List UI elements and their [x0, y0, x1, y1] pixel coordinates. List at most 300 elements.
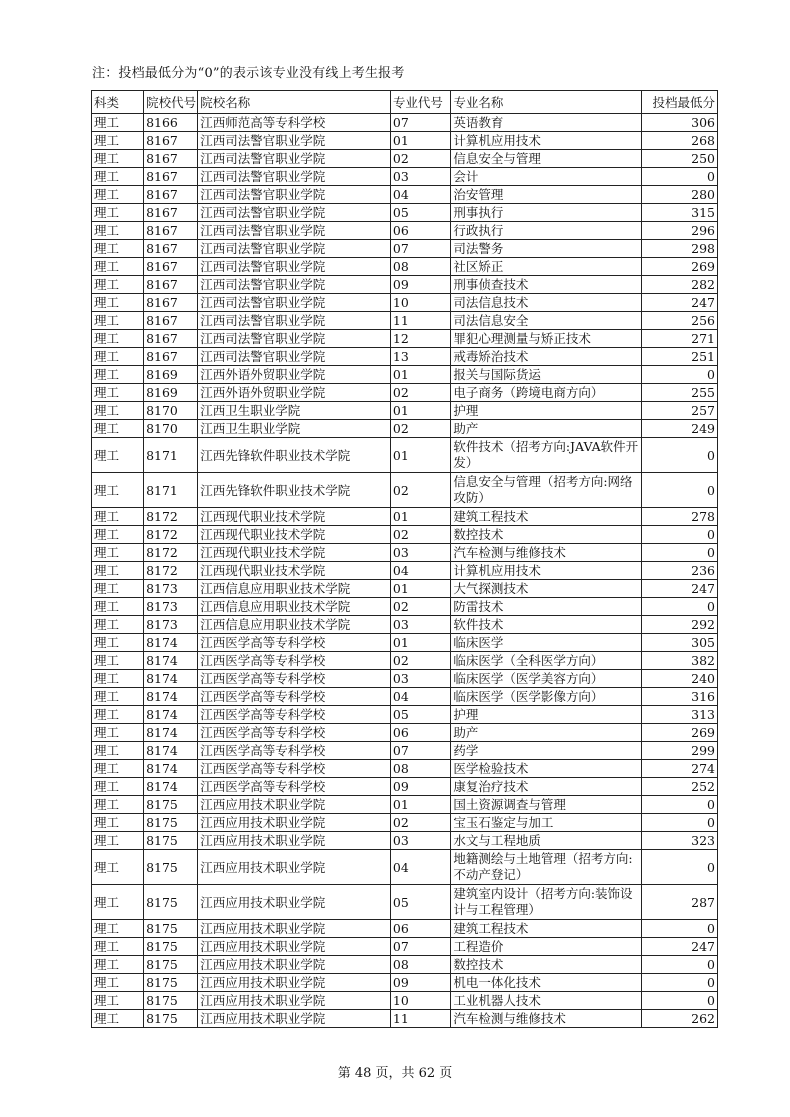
school-name-cell: 江西司法警官职业学院 — [198, 222, 391, 240]
min-score-cell: 313 — [641, 706, 717, 724]
header-category: 科类 — [92, 91, 144, 114]
category-cell: 理工 — [92, 938, 144, 956]
school-code-cell: 8175 — [144, 974, 198, 992]
major-code-cell: 05 — [390, 885, 450, 920]
school-name-cell: 江西医学高等专科学校 — [198, 652, 391, 670]
major-code-cell: 11 — [390, 312, 450, 330]
school-name-cell: 江西司法警官职业学院 — [198, 312, 391, 330]
school-code-cell: 8167 — [144, 330, 198, 348]
min-score-cell: 250 — [641, 150, 717, 168]
table-row — [92, 832, 718, 850]
min-score-cell: 247 — [641, 938, 717, 956]
category-cell: 理工 — [92, 258, 144, 276]
category-cell: 理工 — [92, 276, 144, 294]
school-name-cell: 江西应用技术职业学院 — [198, 938, 391, 956]
major-code-cell: 02 — [390, 384, 450, 402]
min-score-cell: 292 — [641, 616, 717, 634]
table-row — [92, 348, 718, 366]
school-name-cell: 江西应用技术职业学院 — [198, 920, 391, 938]
min-score-cell: 0 — [641, 814, 717, 832]
min-score-cell: 0 — [641, 544, 717, 562]
major-name-cell: 信息安全与管理 — [451, 150, 642, 168]
major-code-cell: 03 — [390, 832, 450, 850]
major-code-cell: 09 — [390, 778, 450, 796]
category-cell: 理工 — [92, 186, 144, 204]
major-name-cell: 医学检验技术 — [451, 760, 642, 778]
major-code-cell: 12 — [390, 330, 450, 348]
major-code-cell: 04 — [390, 850, 450, 885]
school-name-cell: 江西应用技术职业学院 — [198, 814, 391, 832]
min-score-cell: 269 — [641, 258, 717, 276]
school-name-cell: 江西应用技术职业学院 — [198, 992, 391, 1010]
school-code-cell: 8167 — [144, 240, 198, 258]
school-name-cell: 江西司法警官职业学院 — [198, 330, 391, 348]
major-name-cell: 水文与工程地质 — [451, 832, 642, 850]
min-score-cell: 296 — [641, 222, 717, 240]
major-code-cell: 01 — [390, 366, 450, 384]
school-code-cell: 8167 — [144, 258, 198, 276]
school-code-cell: 8175 — [144, 796, 198, 814]
major-code-cell: 04 — [390, 186, 450, 204]
min-score-cell: 280 — [641, 186, 717, 204]
major-code-cell: 08 — [390, 956, 450, 974]
school-name-cell: 江西司法警官职业学院 — [198, 276, 391, 294]
major-code-cell: 06 — [390, 222, 450, 240]
table-header-row — [92, 91, 718, 114]
category-cell: 理工 — [92, 688, 144, 706]
school-name-cell: 江西现代职业技术学院 — [198, 526, 391, 544]
major-name-cell: 治安管理 — [451, 186, 642, 204]
major-name-cell: 工业机器人技术 — [451, 992, 642, 1010]
min-score-cell: 0 — [641, 920, 717, 938]
school-name-cell: 江西信息应用职业技术学院 — [198, 598, 391, 616]
major-name-cell: 司法警务 — [451, 240, 642, 258]
category-cell: 理工 — [92, 920, 144, 938]
header-school-code: 院校代号 — [144, 91, 198, 114]
min-score-cell: 269 — [641, 724, 717, 742]
header-major-code: 专业代号 — [390, 91, 450, 114]
category-cell: 理工 — [92, 706, 144, 724]
school-code-cell: 8167 — [144, 132, 198, 150]
major-name-cell: 计算机应用技术 — [451, 562, 642, 580]
table-row — [92, 168, 718, 186]
major-name-cell: 刑事执行 — [451, 204, 642, 222]
school-name-cell: 江西现代职业技术学院 — [198, 544, 391, 562]
school-name-cell: 江西应用技术职业学院 — [198, 885, 391, 920]
table-row — [92, 688, 718, 706]
category-cell: 理工 — [92, 114, 144, 132]
school-name-cell: 江西医学高等专科学校 — [198, 670, 391, 688]
min-score-cell: 251 — [641, 348, 717, 366]
major-name-cell: 助产 — [451, 724, 642, 742]
header-major-name: 专业名称 — [451, 91, 642, 114]
table-row — [92, 778, 718, 796]
category-cell: 理工 — [92, 330, 144, 348]
category-cell: 理工 — [92, 885, 144, 920]
major-code-cell: 01 — [390, 580, 450, 598]
school-name-cell: 江西司法警官职业学院 — [198, 348, 391, 366]
table-row — [92, 1010, 718, 1028]
school-name-cell: 江西司法警官职业学院 — [198, 258, 391, 276]
min-score-cell: 0 — [641, 796, 717, 814]
school-code-cell: 8170 — [144, 402, 198, 420]
table-row — [92, 186, 718, 204]
major-name-cell: 临床医学 — [451, 634, 642, 652]
major-code-cell: 07 — [390, 114, 450, 132]
min-score-cell: 268 — [641, 132, 717, 150]
table-row — [92, 992, 718, 1010]
table-row — [92, 330, 718, 348]
major-name-cell: 宝玉石鉴定与加工 — [451, 814, 642, 832]
major-name-cell: 康复治疗技术 — [451, 778, 642, 796]
school-code-cell: 8173 — [144, 598, 198, 616]
min-score-cell: 278 — [641, 508, 717, 526]
category-cell: 理工 — [92, 598, 144, 616]
school-name-cell: 江西司法警官职业学院 — [198, 294, 391, 312]
school-code-cell: 8170 — [144, 420, 198, 438]
category-cell: 理工 — [92, 796, 144, 814]
school-code-cell: 8167 — [144, 204, 198, 222]
major-name-cell: 刑事侦查技术 — [451, 276, 642, 294]
table-row — [92, 294, 718, 312]
min-score-cell: 236 — [641, 562, 717, 580]
category-cell: 理工 — [92, 222, 144, 240]
school-code-cell: 8175 — [144, 814, 198, 832]
table-row — [92, 724, 718, 742]
school-code-cell: 8175 — [144, 885, 198, 920]
page-footer: 第 48 页，共 62 页 — [337, 1066, 453, 1081]
min-score-cell: 0 — [641, 473, 717, 508]
table-row — [92, 384, 718, 402]
category-cell: 理工 — [92, 402, 144, 420]
major-code-cell: 03 — [390, 544, 450, 562]
min-score-cell: 282 — [641, 276, 717, 294]
category-cell: 理工 — [92, 1010, 144, 1028]
table-row — [92, 526, 718, 544]
school-name-cell: 江西司法警官职业学院 — [198, 240, 391, 258]
school-code-cell: 8175 — [144, 920, 198, 938]
school-name-cell: 江西司法警官职业学院 — [198, 186, 391, 204]
major-name-cell: 大气探测技术 — [451, 580, 642, 598]
major-code-cell: 02 — [390, 526, 450, 544]
min-score-cell: 0 — [641, 992, 717, 1010]
table-row — [92, 544, 718, 562]
min-score-cell: 299 — [641, 742, 717, 760]
min-score-cell: 287 — [641, 885, 717, 920]
category-cell: 理工 — [92, 778, 144, 796]
table-row — [92, 760, 718, 778]
school-name-cell: 江西应用技术职业学院 — [198, 974, 391, 992]
major-code-cell: 02 — [390, 420, 450, 438]
category-cell: 理工 — [92, 562, 144, 580]
min-score-cell: 306 — [641, 114, 717, 132]
major-name-cell: 建筑室内设计（招考方向:装饰设计与工程管理） — [451, 885, 642, 920]
category-cell: 理工 — [92, 760, 144, 778]
major-name-cell: 社区矫正 — [451, 258, 642, 276]
school-name-cell: 江西医学高等专科学校 — [198, 724, 391, 742]
min-score-cell: 247 — [641, 580, 717, 598]
school-code-cell: 8175 — [144, 938, 198, 956]
category-cell: 理工 — [92, 473, 144, 508]
category-cell: 理工 — [92, 634, 144, 652]
school-name-cell: 江西医学高等专科学校 — [198, 706, 391, 724]
category-cell: 理工 — [92, 384, 144, 402]
category-cell: 理工 — [92, 526, 144, 544]
major-name-cell: 临床医学（全科医学方向） — [451, 652, 642, 670]
school-name-cell: 江西信息应用职业技术学院 — [198, 580, 391, 598]
major-code-cell: 08 — [390, 258, 450, 276]
table-row — [92, 742, 718, 760]
school-code-cell: 8173 — [144, 580, 198, 598]
min-score-cell: 0 — [641, 956, 717, 974]
major-code-cell: 02 — [390, 598, 450, 616]
table-row — [92, 885, 718, 920]
school-code-cell: 8175 — [144, 832, 198, 850]
major-name-cell: 英语教育 — [451, 114, 642, 132]
min-score-cell: 0 — [641, 598, 717, 616]
school-code-cell: 8167 — [144, 276, 198, 294]
min-score-cell: 255 — [641, 384, 717, 402]
school-name-cell: 江西医学高等专科学校 — [198, 634, 391, 652]
min-score-cell: 0 — [641, 366, 717, 384]
category-cell: 理工 — [92, 204, 144, 222]
table-row — [92, 276, 718, 294]
major-name-cell: 会计 — [451, 168, 642, 186]
major-code-cell: 11 — [390, 1010, 450, 1028]
school-name-cell: 江西司法警官职业学院 — [198, 132, 391, 150]
min-score-cell: 249 — [641, 420, 717, 438]
major-name-cell: 软件技术 — [451, 616, 642, 634]
table-row — [92, 114, 718, 132]
school-code-cell: 8172 — [144, 544, 198, 562]
min-score-cell: 0 — [641, 526, 717, 544]
table-row — [92, 240, 718, 258]
major-name-cell: 防雷技术 — [451, 598, 642, 616]
school-name-cell: 江西司法警官职业学院 — [198, 168, 391, 186]
school-code-cell: 8174 — [144, 724, 198, 742]
school-code-cell: 8174 — [144, 742, 198, 760]
school-code-cell: 8169 — [144, 384, 198, 402]
school-code-cell: 8174 — [144, 706, 198, 724]
major-name-cell: 国土资源调查与管理 — [451, 796, 642, 814]
header-school-name: 院校名称 — [198, 91, 391, 114]
major-code-cell: 09 — [390, 276, 450, 294]
table-row — [92, 420, 718, 438]
min-score-cell: 0 — [641, 850, 717, 885]
page-note: 注：投档最低分为“0”的表示该专业没有线上考生报考 — [92, 66, 405, 81]
table-row — [92, 814, 718, 832]
school-code-cell: 8174 — [144, 778, 198, 796]
table-row — [92, 473, 718, 508]
school-code-cell: 8172 — [144, 526, 198, 544]
min-score-cell: 262 — [641, 1010, 717, 1028]
category-cell: 理工 — [92, 832, 144, 850]
min-score-cell: 0 — [641, 438, 717, 473]
table-row — [92, 974, 718, 992]
min-score-cell: 256 — [641, 312, 717, 330]
school-code-cell: 8175 — [144, 992, 198, 1010]
major-code-cell: 04 — [390, 688, 450, 706]
major-name-cell: 电子商务（跨境电商方向） — [451, 384, 642, 402]
school-code-cell: 8167 — [144, 312, 198, 330]
school-code-cell: 8166 — [144, 114, 198, 132]
table-row — [92, 938, 718, 956]
school-code-cell: 8174 — [144, 652, 198, 670]
major-code-cell: 02 — [390, 652, 450, 670]
min-score-cell: 382 — [641, 652, 717, 670]
table-row — [92, 920, 718, 938]
major-code-cell: 07 — [390, 742, 450, 760]
major-name-cell: 药学 — [451, 742, 642, 760]
major-name-cell: 建筑工程技术 — [451, 920, 642, 938]
school-code-cell: 8167 — [144, 168, 198, 186]
major-name-cell: 助产 — [451, 420, 642, 438]
school-code-cell: 8174 — [144, 688, 198, 706]
category-cell: 理工 — [92, 814, 144, 832]
category-cell: 理工 — [92, 168, 144, 186]
school-name-cell: 江西医学高等专科学校 — [198, 688, 391, 706]
major-code-cell: 08 — [390, 760, 450, 778]
major-name-cell: 数控技术 — [451, 956, 642, 974]
school-name-cell: 江西外语外贸职业学院 — [198, 366, 391, 384]
major-code-cell: 02 — [390, 814, 450, 832]
min-score-cell: 315 — [641, 204, 717, 222]
school-code-cell: 8174 — [144, 760, 198, 778]
school-name-cell: 江西先锋软件职业技术学院 — [198, 473, 391, 508]
major-name-cell: 机电一体化技术 — [451, 974, 642, 992]
table-row — [92, 616, 718, 634]
category-cell: 理工 — [92, 420, 144, 438]
category-cell: 理工 — [92, 616, 144, 634]
score-table — [91, 90, 718, 1028]
min-score-cell: 240 — [641, 670, 717, 688]
table-row — [92, 956, 718, 974]
major-code-cell: 01 — [390, 132, 450, 150]
table-row — [92, 258, 718, 276]
header-min-score: 投档最低分 — [641, 91, 717, 114]
major-name-cell: 护理 — [451, 706, 642, 724]
major-code-cell: 05 — [390, 204, 450, 222]
category-cell: 理工 — [92, 956, 144, 974]
school-code-cell: 8167 — [144, 222, 198, 240]
min-score-cell: 316 — [641, 688, 717, 706]
major-name-cell: 罪犯心理测量与矫正技术 — [451, 330, 642, 348]
major-code-cell: 05 — [390, 706, 450, 724]
major-name-cell: 临床医学（医学美容方向） — [451, 670, 642, 688]
school-name-cell: 江西现代职业技术学院 — [198, 508, 391, 526]
category-cell: 理工 — [92, 366, 144, 384]
category-cell: 理工 — [92, 742, 144, 760]
major-code-cell: 03 — [390, 670, 450, 688]
school-code-cell: 8174 — [144, 670, 198, 688]
table-row — [92, 204, 718, 222]
school-code-cell: 8172 — [144, 562, 198, 580]
table-row — [92, 438, 718, 473]
school-name-cell: 江西先锋软件职业技术学院 — [198, 438, 391, 473]
major-code-cell: 01 — [390, 402, 450, 420]
category-cell: 理工 — [92, 508, 144, 526]
major-name-cell: 行政执行 — [451, 222, 642, 240]
school-code-cell: 8174 — [144, 634, 198, 652]
major-code-cell: 06 — [390, 724, 450, 742]
school-code-cell: 8172 — [144, 508, 198, 526]
school-code-cell: 8173 — [144, 616, 198, 634]
major-code-cell: 01 — [390, 796, 450, 814]
min-score-cell: 298 — [641, 240, 717, 258]
category-cell: 理工 — [92, 580, 144, 598]
major-name-cell: 建筑工程技术 — [451, 508, 642, 526]
table-row — [92, 634, 718, 652]
category-cell: 理工 — [92, 150, 144, 168]
major-code-cell: 03 — [390, 168, 450, 186]
table-row — [92, 796, 718, 814]
category-cell: 理工 — [92, 132, 144, 150]
table-row — [92, 132, 718, 150]
major-name-cell: 工程造价 — [451, 938, 642, 956]
major-code-cell: 01 — [390, 634, 450, 652]
category-cell: 理工 — [92, 544, 144, 562]
major-code-cell: 02 — [390, 150, 450, 168]
school-name-cell: 江西应用技术职业学院 — [198, 850, 391, 885]
school-name-cell: 江西卫生职业学院 — [198, 420, 391, 438]
school-name-cell: 江西外语外贸职业学院 — [198, 384, 391, 402]
major-code-cell: 03 — [390, 616, 450, 634]
major-name-cell: 数控技术 — [451, 526, 642, 544]
category-cell: 理工 — [92, 974, 144, 992]
major-name-cell: 软件技术（招考方向:JAVA软件开发） — [451, 438, 642, 473]
major-code-cell: 07 — [390, 240, 450, 258]
major-name-cell: 临床医学（医学影像方向） — [451, 688, 642, 706]
category-cell: 理工 — [92, 348, 144, 366]
min-score-cell: 305 — [641, 634, 717, 652]
school-name-cell: 江西现代职业技术学院 — [198, 562, 391, 580]
school-code-cell: 8169 — [144, 366, 198, 384]
table-row — [92, 706, 718, 724]
table-row — [92, 222, 718, 240]
min-score-cell: 0 — [641, 168, 717, 186]
category-cell: 理工 — [92, 992, 144, 1010]
category-cell: 理工 — [92, 850, 144, 885]
category-cell: 理工 — [92, 312, 144, 330]
category-cell: 理工 — [92, 652, 144, 670]
school-name-cell: 江西司法警官职业学院 — [198, 204, 391, 222]
school-name-cell: 江西医学高等专科学校 — [198, 760, 391, 778]
school-code-cell: 8171 — [144, 473, 198, 508]
school-name-cell: 江西应用技术职业学院 — [198, 796, 391, 814]
table-row — [92, 850, 718, 885]
table-row — [92, 150, 718, 168]
major-code-cell: 09 — [390, 974, 450, 992]
school-name-cell: 江西卫生职业学院 — [198, 402, 391, 420]
major-name-cell: 戒毒矫治技术 — [451, 348, 642, 366]
min-score-cell: 252 — [641, 778, 717, 796]
major-name-cell: 护理 — [451, 402, 642, 420]
major-name-cell: 司法信息技术 — [451, 294, 642, 312]
major-code-cell: 13 — [390, 348, 450, 366]
school-name-cell: 江西医学高等专科学校 — [198, 742, 391, 760]
school-name-cell: 江西应用技术职业学院 — [198, 956, 391, 974]
major-code-cell: 10 — [390, 294, 450, 312]
school-name-cell: 江西应用技术职业学院 — [198, 1010, 391, 1028]
major-code-cell: 02 — [390, 473, 450, 508]
major-code-cell: 01 — [390, 508, 450, 526]
major-code-cell: 07 — [390, 938, 450, 956]
school-code-cell: 8171 — [144, 438, 198, 473]
min-score-cell: 323 — [641, 832, 717, 850]
major-name-cell: 司法信息安全 — [451, 312, 642, 330]
school-code-cell: 8175 — [144, 1010, 198, 1028]
major-code-cell: 01 — [390, 438, 450, 473]
